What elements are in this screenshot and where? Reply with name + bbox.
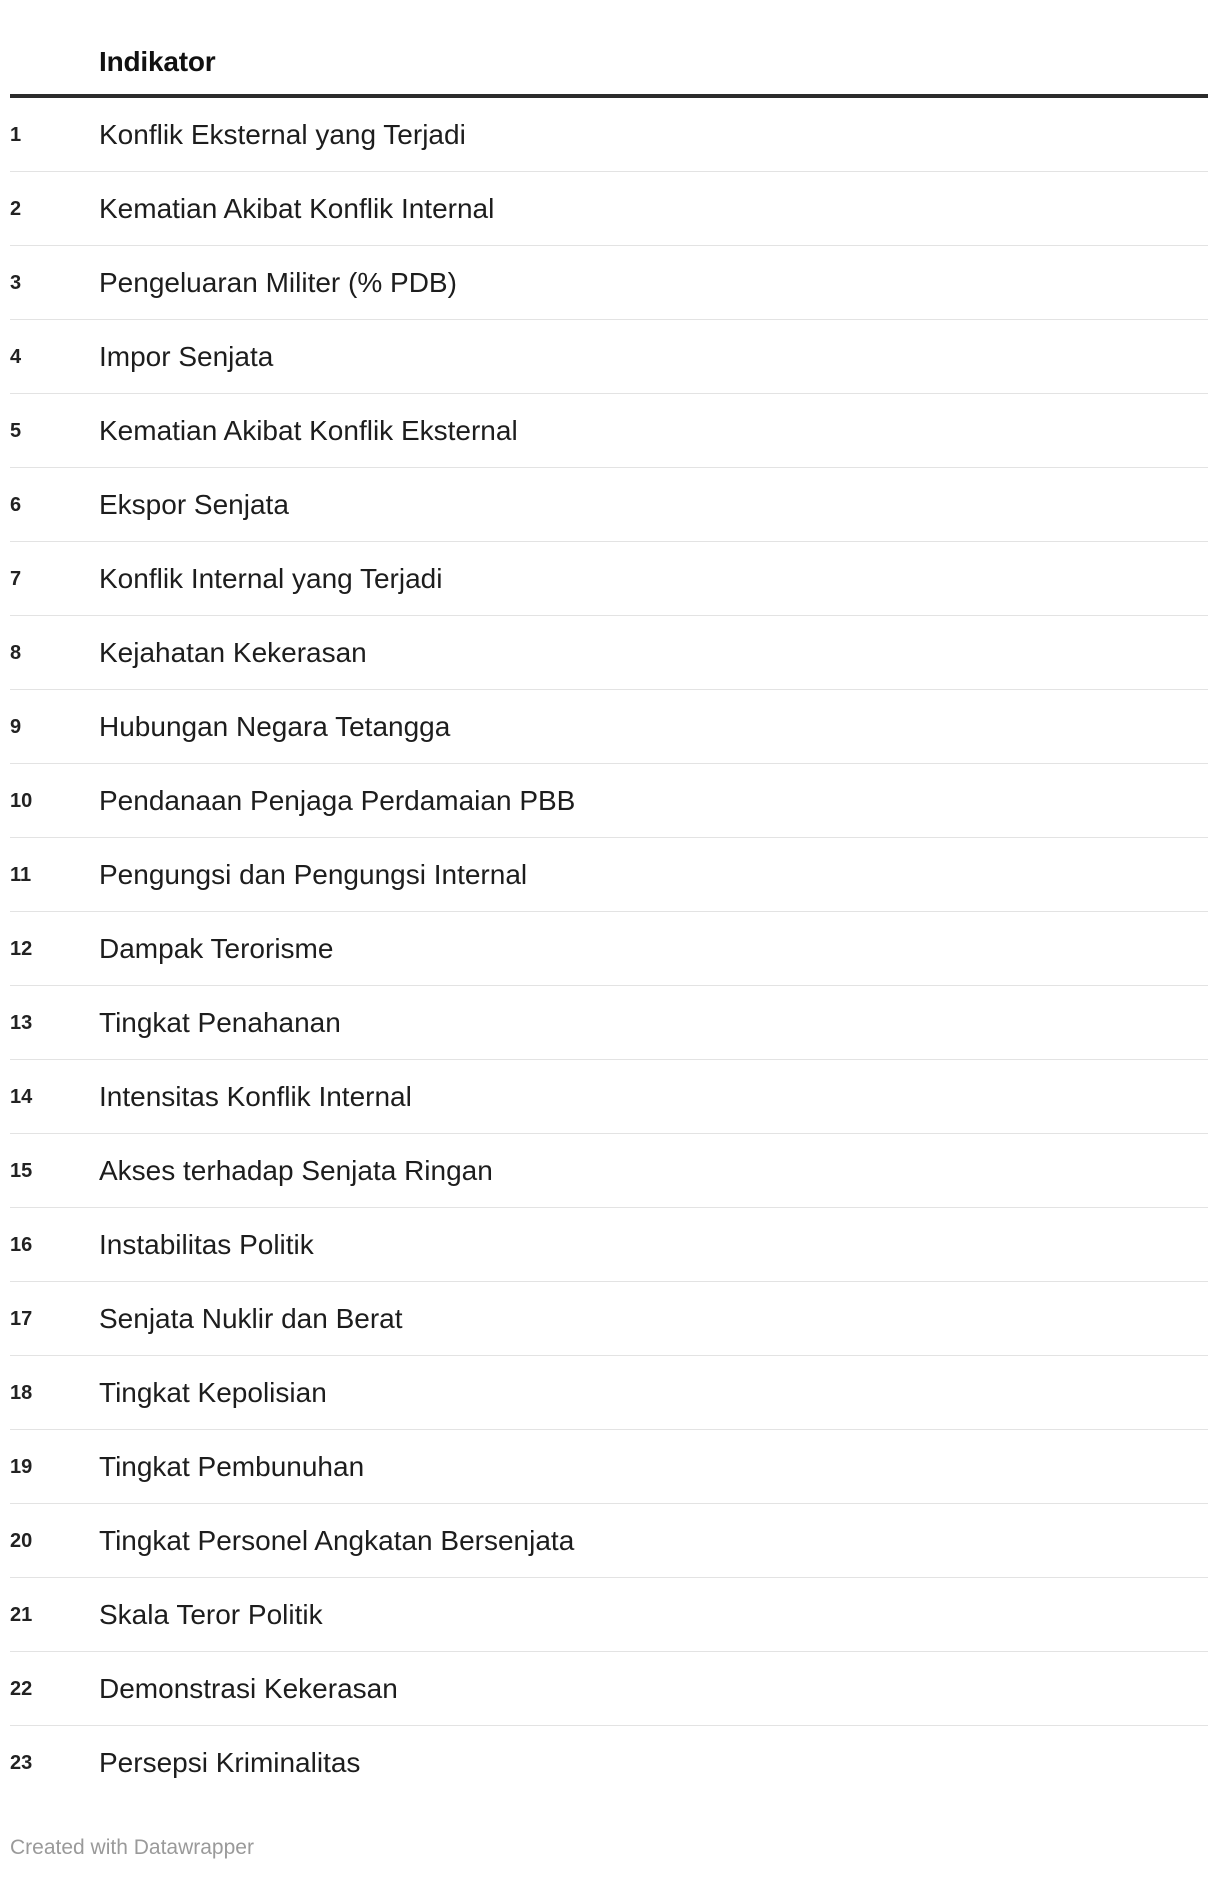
table-row — [10, 838, 1208, 912]
row-indicator-label: Konflik Internal yang Terjadi — [99, 563, 443, 594]
row-indicator-label: Pendanaan Penjaga Perdamaian PBB — [99, 785, 576, 816]
table-row — [10, 690, 1208, 764]
row-number: 8 — [10, 642, 22, 664]
row-number: 1 — [10, 124, 22, 146]
row-indicator-label: Ekspor Senjata — [99, 489, 289, 520]
row-indicator-label: Kejahatan Kekerasan — [99, 637, 367, 668]
table-row — [10, 172, 1208, 246]
row-number: 16 — [10, 1234, 33, 1256]
row-number: 20 — [10, 1530, 33, 1552]
row-indicator-label: Skala Teror Politik — [99, 1599, 323, 1630]
table-row — [10, 542, 1208, 616]
table-row — [10, 986, 1208, 1060]
row-indicator-label: Kematian Akibat Konflik Eksternal — [99, 415, 518, 446]
table-row — [10, 912, 1208, 986]
table-row — [10, 98, 1208, 172]
row-indicator-label: Tingkat Personel Angkatan Bersenjata — [99, 1525, 575, 1556]
table-row — [10, 320, 1208, 394]
row-number: 19 — [10, 1456, 33, 1478]
row-indicator-label: Dampak Terorisme — [99, 933, 334, 964]
table-row — [10, 1578, 1208, 1652]
table-row — [10, 1726, 1208, 1800]
table-row — [10, 1430, 1208, 1504]
row-number: 15 — [10, 1160, 33, 1182]
row-number: 6 — [10, 494, 22, 516]
table-row — [10, 394, 1208, 468]
row-indicator-label: Tingkat Penahanan — [99, 1007, 341, 1038]
row-indicator-label: Pengungsi dan Pengungsi Internal — [99, 859, 528, 890]
row-number: 4 — [10, 346, 22, 368]
row-number: 11 — [10, 864, 32, 886]
table-row — [10, 1060, 1208, 1134]
table-row — [10, 1652, 1208, 1726]
table-row — [10, 1134, 1208, 1208]
row-indicator-label: Tingkat Pembunuhan — [99, 1451, 365, 1482]
table-row — [10, 1282, 1208, 1356]
table-row — [10, 1504, 1208, 1578]
table-row — [10, 764, 1208, 838]
row-indicator-label: Intensitas Konflik Internal — [99, 1081, 412, 1112]
table-body — [10, 98, 1208, 1800]
row-indicator-label: Hubungan Negara Tetangga — [99, 711, 451, 742]
row-number: 2 — [10, 198, 22, 220]
header-indicator-column: Indikator — [99, 46, 216, 77]
row-number: 12 — [10, 938, 33, 960]
row-number: 7 — [10, 568, 22, 590]
row-number: 18 — [10, 1382, 33, 1404]
row-indicator-label: Pengeluaran Militer (% PDB) — [99, 267, 457, 298]
row-indicator-label: Senjata Nuklir dan Berat — [99, 1303, 403, 1334]
row-number: 5 — [10, 420, 22, 442]
row-number: 17 — [10, 1308, 33, 1330]
row-indicator-label: Demonstrasi Kekerasan — [99, 1673, 398, 1704]
datawrapper-credit: Created with Datawrapper — [10, 1836, 254, 1859]
table-row — [10, 246, 1208, 320]
row-number: 23 — [10, 1752, 33, 1774]
row-indicator-label: Konflik Eksternal yang Terjadi — [99, 119, 466, 150]
row-indicator-label: Persepsi Kriminalitas — [99, 1747, 361, 1778]
header-number-column — [10, 0, 98, 94]
row-indicator-label: Instabilitas Politik — [99, 1229, 314, 1260]
row-number: 21 — [10, 1604, 33, 1626]
table-header — [10, 0, 1208, 98]
row-number: 10 — [10, 790, 33, 812]
table-row — [10, 1208, 1208, 1282]
row-indicator-label: Kematian Akibat Konflik Internal — [99, 193, 495, 224]
table-row — [10, 468, 1208, 542]
row-indicator-label: Akses terhadap Senjata Ringan — [99, 1155, 493, 1186]
table-row — [10, 1356, 1208, 1430]
row-indicator-label: Impor Senjata — [99, 341, 274, 372]
row-number: 3 — [10, 272, 22, 294]
table-row — [10, 616, 1208, 690]
indicator-table — [10, 0, 1208, 1800]
row-number: 22 — [10, 1678, 33, 1700]
row-number: 9 — [10, 716, 22, 738]
row-number: 14 — [10, 1086, 33, 1108]
row-number: 13 — [10, 1012, 33, 1034]
row-indicator-label: Tingkat Kepolisian — [99, 1377, 327, 1408]
